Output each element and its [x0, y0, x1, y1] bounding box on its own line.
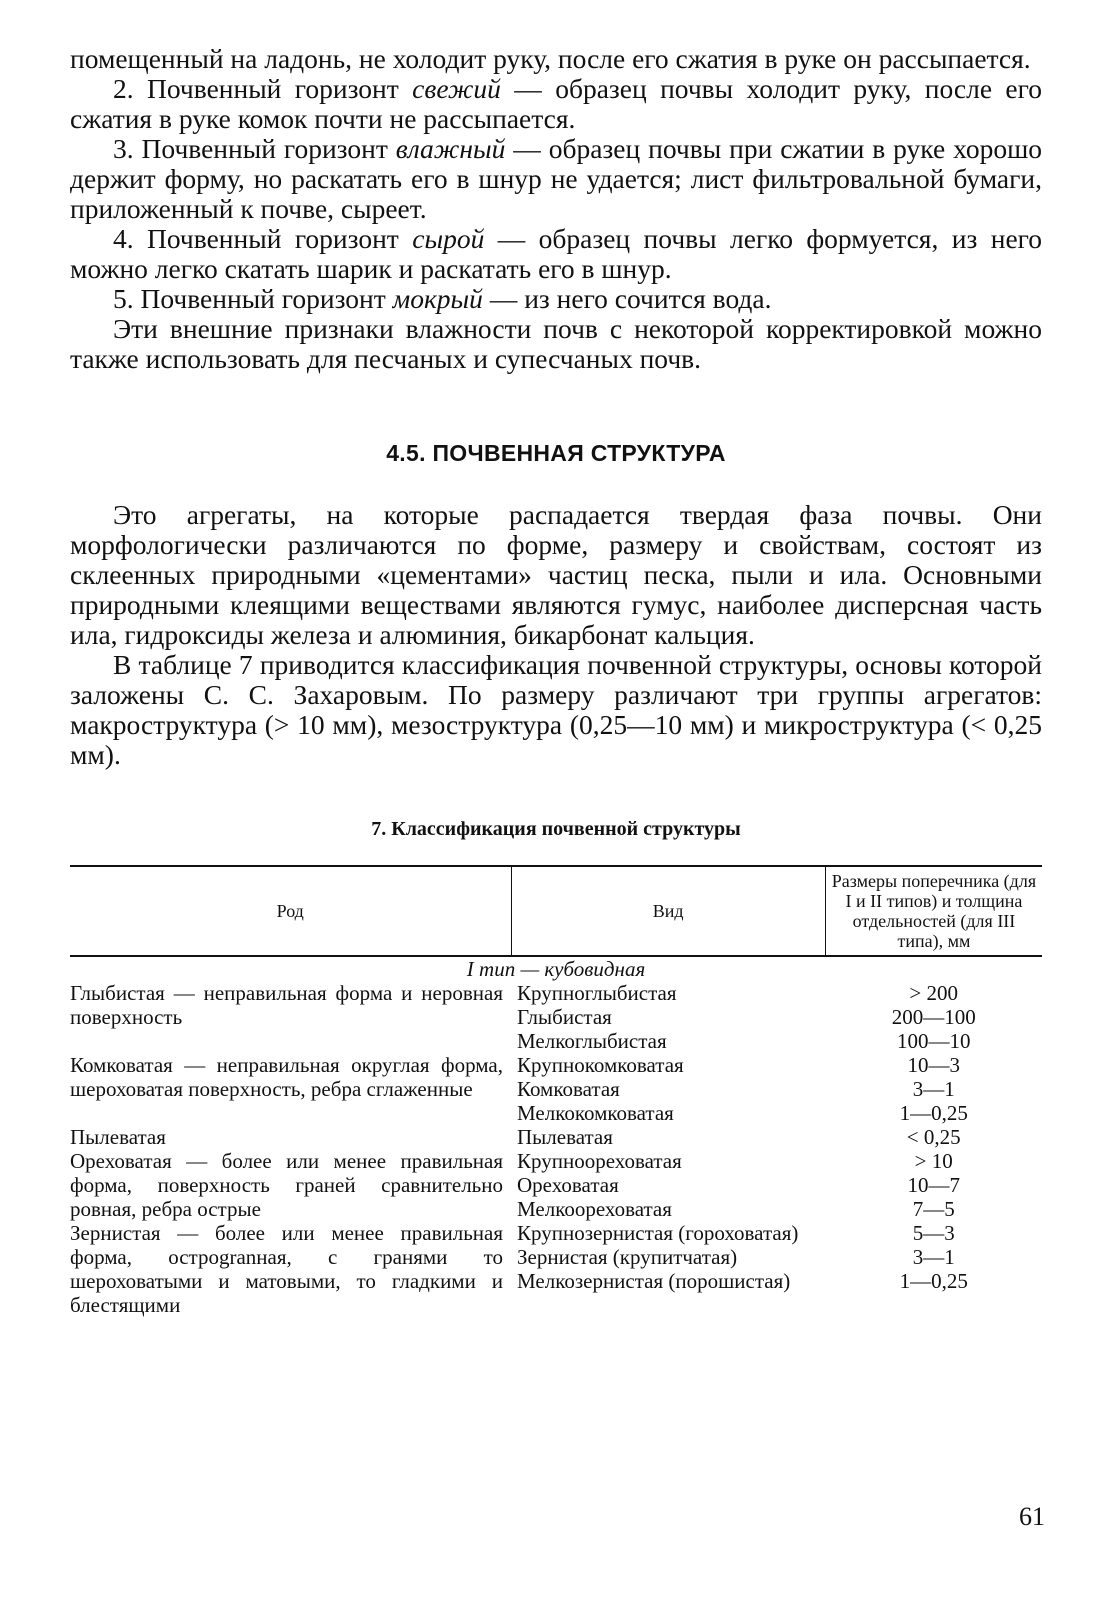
text: 4. Почвенный горизонт [113, 223, 413, 254]
size-item: 1—0,25 [899, 1101, 968, 1125]
species-item: Комковатая [517, 1077, 620, 1101]
species-cell [511, 1149, 825, 1221]
genus-cell: Глыбистая — неправильная форма и неровная поверхность [70, 981, 503, 1029]
size-item: 10—7 [907, 1173, 960, 1197]
genus-cell: Зернистая — более или менее правильная форма, остроgranная, с гранями то шероховатыми и матовыми, то гладкими и блестящими [70, 1221, 503, 1317]
header-size: Размеры поперечника (для I и II типов) и толщина отдельностей (для III типа), мм [825, 866, 1042, 956]
size-item: 10—3 [907, 1053, 960, 1077]
emphasis: мокрый [392, 283, 483, 314]
table-row [70, 1221, 1042, 1317]
size-item: > 10 [914, 1149, 953, 1173]
text: 5. Почвенный горизонт [113, 283, 393, 314]
size-item: > 200 [909, 981, 958, 1005]
species-cell [511, 981, 825, 1053]
paragraph-classification: В таблице 7 приводится классификация почвенной структуры, основы которой заложены С. С. Захаровым. По размеру различают три группы агрегатов: макроструктура (> 10 мм), мезоструктура (0,25—10 мм) и микроструктура (< 0,25 мм). [70, 649, 1042, 770]
emphasis: влажный [395, 133, 506, 164]
paragraph-continuation: помещенный на ладонь, не холодит руку, после его сжатия в руке он рассыпается. [70, 43, 1031, 74]
text: 2. Почвенный горизонт [113, 73, 413, 104]
size-cell [825, 1053, 1042, 1125]
text: — образец почвы холодит руку, после его сжатия в руке комок почти не рассыпается. [70, 73, 1042, 134]
header-species: Вид [511, 866, 825, 956]
genus-cell: Пылеватая [70, 1125, 166, 1149]
header-genus: Род [70, 866, 511, 956]
table-title: 7. Классификация почвенной структуры [371, 818, 741, 840]
genus-cell: Ореховатая — более или менее правильная форма, поверхность граней сравнительно ровная, ребра острые [70, 1149, 503, 1221]
species-item: Ореховатая [517, 1173, 619, 1197]
page-content [70, 44, 1042, 1317]
species-cell [511, 1053, 825, 1125]
size-item: 1—0,25 [899, 1269, 968, 1293]
species-item: Крупнозернистая (гороховатая) [517, 1221, 799, 1245]
page-number: 61 [1019, 1502, 1045, 1531]
species-item: Глыбистая [517, 1005, 612, 1029]
species-item: Мелкоглыбистая [517, 1029, 667, 1053]
species-cell [511, 1221, 825, 1317]
size-cell [825, 1149, 1042, 1221]
paragraph-item-3 [70, 134, 1042, 224]
species-item: Крупноореховатая [517, 1149, 682, 1173]
size-item: 200—100 [891, 1005, 976, 1029]
genus-cell: Комковатая — неправильная округлая форма, шероховатая поверхность, ребра сглаженные [70, 1053, 503, 1101]
classification-table [70, 865, 1042, 1317]
paragraph-item-4 [70, 224, 1042, 284]
species-item: Мелкозернистая (порошистая) [517, 1269, 791, 1293]
emphasis: свежий [412, 73, 501, 104]
emphasis: сырой [412, 223, 485, 254]
type-row [70, 956, 1042, 981]
paragraph-definition: Это агрегаты, на которые распадается твердая фаза почвы. Они морфологически различаются по форме, размеру и свойствам, состоят из склеенных природными «цементами» частиц песка, пыли и ила. Основными природными клеящими веществами являются гумус, наиболее дисперсная часть ила, гидроксиды железа и алюминия, бикарбонат кальция. [70, 499, 1042, 650]
size-item: 3—1 [912, 1245, 955, 1269]
table-row [70, 1053, 1042, 1125]
species-item: Зернистая (крупитчатая) [517, 1245, 738, 1269]
size-item: 5—3 [912, 1221, 955, 1245]
table-row [70, 981, 1042, 1053]
section-heading: 4.5. ПОЧВЕННАЯ СТРУКТУРА [386, 440, 726, 466]
text: — образец почвы при сжатии в руке хорошо держит форму, но раскатать его в шнур не удается; лист фильтровальной бумаги, приложенный к почве, сыреет. [70, 133, 1042, 224]
table-row [70, 1125, 1042, 1149]
table-row [70, 1149, 1042, 1221]
species-item: Мелкоореховатая [517, 1197, 672, 1221]
species-cell [511, 1125, 825, 1149]
size-item: 3—1 [912, 1077, 955, 1101]
table-header-row [70, 866, 1042, 956]
text: — образец почвы легко формуется, из него можно легко скатать шарик и раскатать его в шнур. [70, 223, 1043, 284]
text: — из него сочится вода. [482, 283, 772, 314]
size-item: < 0,25 [906, 1125, 961, 1149]
paragraph-remark: Эти внешние признаки влажности почв с некоторой корректировкой можно также использовать для песчаных и супесчаных почв. [70, 313, 1042, 374]
paragraph-item-2 [70, 74, 1042, 134]
size-cell [825, 981, 1042, 1053]
species-item: Мелкокомковатая [517, 1101, 674, 1125]
size-item: 100—10 [896, 1029, 971, 1053]
size-cell [825, 1125, 1042, 1149]
paragraph-item-5 [70, 284, 1042, 314]
species-item: Пылеватая [517, 1125, 613, 1149]
type-label: I тип — кубовидная [466, 957, 646, 981]
species-item: Крупноглыбистая [517, 981, 677, 1005]
size-item: 7—5 [912, 1197, 955, 1221]
text: 3. Почвенный горизонт [113, 133, 396, 164]
species-item: Крупнокомковатая [517, 1053, 684, 1077]
size-cell [825, 1221, 1042, 1317]
